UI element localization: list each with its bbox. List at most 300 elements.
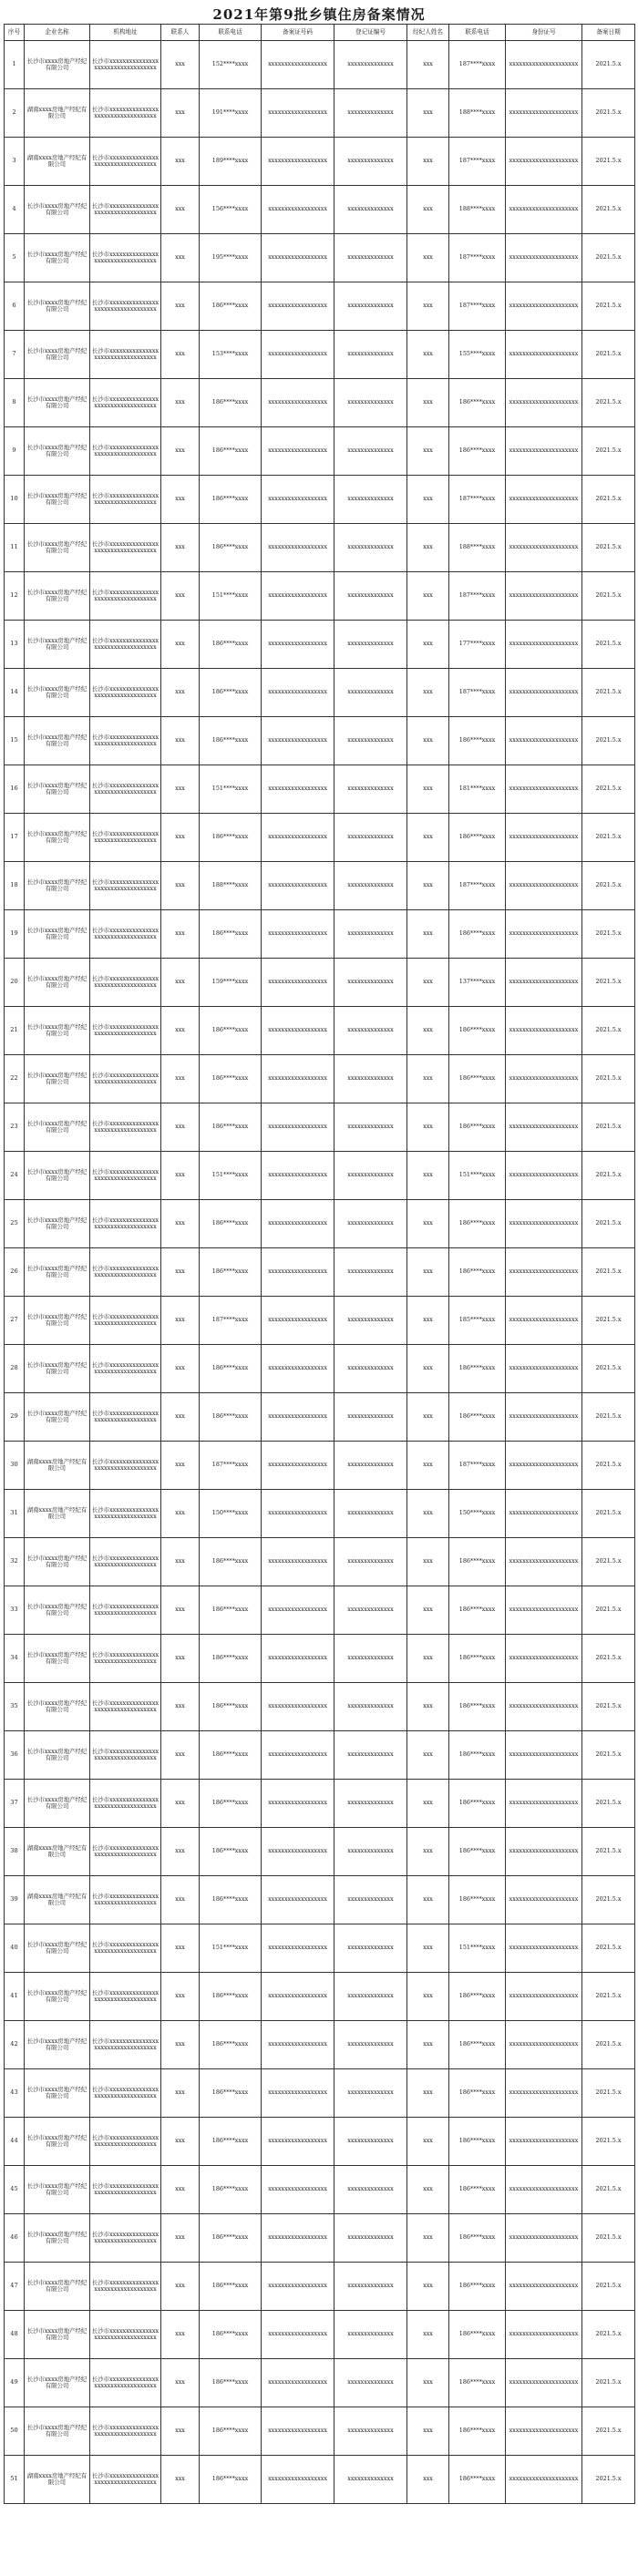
cell-agent: xxx xyxy=(407,476,449,524)
cell-date: 2021.5.x xyxy=(582,1973,635,2021)
cell-phone: 186****xxxx xyxy=(200,1248,262,1297)
cell-id-no: xxxxxxxxxxxxxxxxxxxxx xyxy=(506,814,582,862)
cell-record-no: xxxxxxxxxxxxxxxxxx xyxy=(262,1055,334,1103)
cell-phone: 188****xxxx xyxy=(200,862,262,910)
cell-company: 长沙市xxxx房地产经纪有限公司 xyxy=(25,234,90,282)
cell-reg-no: xxxxxxxxxxxxxx xyxy=(334,379,407,427)
cell-reg-no: xxxxxxxxxxxxxx xyxy=(334,1103,407,1152)
cell-date: 2021.5.x xyxy=(582,1490,635,1538)
cell-date: 2021.5.x xyxy=(582,138,635,186)
cell-record-no: xxxxxxxxxxxxxxxxxx xyxy=(262,1248,334,1297)
cell-record-no: xxxxxxxxxxxxxxxxxx xyxy=(262,1345,334,1393)
cell-agent: xxx xyxy=(407,186,449,234)
cell-agent-phone: 186****xxxx xyxy=(449,2311,506,2359)
cell-record-no: xxxxxxxxxxxxxxxxxx xyxy=(262,910,334,959)
cell-contact: xxx xyxy=(161,862,200,910)
cell-seq: 48 xyxy=(5,2311,25,2359)
cell-agent-phone: 186****xxxx xyxy=(449,814,506,862)
cell-company: 长沙市xxxx房地产经纪有限公司 xyxy=(25,1731,90,1780)
cell-reg-no: xxxxxxxxxxxxxx xyxy=(334,476,407,524)
cell-seq: 16 xyxy=(5,765,25,814)
table-body xyxy=(5,41,635,2504)
cell-id-no: xxxxxxxxxxxxxxxxxxxxx xyxy=(506,234,582,282)
cell-id-no: xxxxxxxxxxxxxxxxxxxxx xyxy=(506,1297,582,1345)
cell-seq: 17 xyxy=(5,814,25,862)
cell-date: 2021.5.x xyxy=(582,1586,635,1635)
cell-phone: 186****xxxx xyxy=(200,2069,262,2118)
cell-date: 2021.5.x xyxy=(582,2214,635,2263)
cell-date: 2021.5.x xyxy=(582,1635,635,1683)
cell-record-no: xxxxxxxxxxxxxxxxxx xyxy=(262,2069,334,2118)
cell-id-no: xxxxxxxxxxxxxxxxxxxxx xyxy=(506,1586,582,1635)
cell-company: 长沙市xxxx房地产经纪有限公司 xyxy=(25,1055,90,1103)
cell-seq: 41 xyxy=(5,1973,25,2021)
cell-address: 长沙市xxxxxxxxxxxxxxxxxxxxxxxxxxxxxxxxxx xyxy=(90,234,161,282)
cell-record-no: xxxxxxxxxxxxxxxxxx xyxy=(262,476,334,524)
cell-date: 2021.5.x xyxy=(582,621,635,669)
cell-record-no: xxxxxxxxxxxxxxxxxx xyxy=(262,621,334,669)
cell-agent-phone: 185****xxxx xyxy=(449,1297,506,1345)
cell-id-no: xxxxxxxxxxxxxxxxxxxxx xyxy=(506,959,582,1007)
cell-record-no: xxxxxxxxxxxxxxxxxx xyxy=(262,717,334,765)
cell-seq: 36 xyxy=(5,1731,25,1780)
cell-agent: xxx xyxy=(407,2407,449,2456)
table-row xyxy=(5,572,635,621)
cell-company: 湖南xxxx房地产经纪有限公司 xyxy=(25,89,90,138)
table-row xyxy=(5,717,635,765)
cell-agent: xxx xyxy=(407,1297,449,1345)
cell-reg-no: xxxxxxxxxxxxxx xyxy=(334,959,407,1007)
cell-address: 长沙市xxxxxxxxxxxxxxxxxxxxxxxxxxxxxxxxxx xyxy=(90,1828,161,1876)
cell-reg-no: xxxxxxxxxxxxxx xyxy=(334,862,407,910)
cell-phone: 187****xxxx xyxy=(200,1442,262,1490)
cell-company: 长沙市xxxx房地产经纪有限公司 xyxy=(25,572,90,621)
cell-seq: 35 xyxy=(5,1683,25,1731)
cell-company: 长沙市xxxx房地产经纪有限公司 xyxy=(25,2359,90,2407)
cell-agent: xxx xyxy=(407,1248,449,1297)
cell-agent-phone: 151****xxxx xyxy=(449,1924,506,1973)
cell-contact: xxx xyxy=(161,234,200,282)
cell-address: 长沙市xxxxxxxxxxxxxxxxxxxxxxxxxxxxxxxxxx xyxy=(90,1731,161,1780)
cell-date: 2021.5.x xyxy=(582,1055,635,1103)
cell-reg-no: xxxxxxxxxxxxxx xyxy=(334,1442,407,1490)
cell-agent: xxx xyxy=(407,1828,449,1876)
cell-company: 长沙市xxxx房地产经纪有限公司 xyxy=(25,2166,90,2214)
cell-agent: xxx xyxy=(407,234,449,282)
cell-reg-no: xxxxxxxxxxxxxx xyxy=(334,669,407,717)
cell-reg-no: xxxxxxxxxxxxxx xyxy=(334,282,407,331)
cell-company: 长沙市xxxx房地产经纪有限公司 xyxy=(25,331,90,379)
cell-company: 长沙市xxxx房地产经纪有限公司 xyxy=(25,2311,90,2359)
cell-company: 长沙市xxxx房地产经纪有限公司 xyxy=(25,2263,90,2311)
table-row xyxy=(5,621,635,669)
table-row xyxy=(5,910,635,959)
cell-agent: xxx xyxy=(407,765,449,814)
cell-agent-phone: 181****xxxx xyxy=(449,765,506,814)
registry-table xyxy=(4,24,635,2504)
cell-contact: xxx xyxy=(161,1876,200,1924)
cell-id-no: xxxxxxxxxxxxxxxxxxxxx xyxy=(506,717,582,765)
cell-agent-phone: 186****xxxx xyxy=(449,1586,506,1635)
cell-phone: 189****xxxx xyxy=(200,138,262,186)
cell-agent: xxx xyxy=(407,2359,449,2407)
cell-phone: 186****xxxx xyxy=(200,1635,262,1683)
cell-phone: 156****xxxx xyxy=(200,186,262,234)
cell-date: 2021.5.x xyxy=(582,2407,635,2456)
table-row xyxy=(5,959,635,1007)
cell-phone: 186****xxxx xyxy=(200,1586,262,1635)
cell-agent: xxx xyxy=(407,572,449,621)
cell-record-no: xxxxxxxxxxxxxxxxxx xyxy=(262,1393,334,1442)
cell-company: 长沙市xxxx房地产经纪有限公司 xyxy=(25,427,90,476)
header-company: 企业名称 xyxy=(25,25,90,41)
table-row xyxy=(5,1635,635,1683)
header-agent: 经纪人姓名 xyxy=(407,25,449,41)
cell-company: 长沙市xxxx房地产经纪有限公司 xyxy=(25,1297,90,1345)
cell-address: 长沙市xxxxxxxxxxxxxxxxxxxxxxxxxxxxxxxxxx xyxy=(90,1683,161,1731)
cell-phone: 186****xxxx xyxy=(200,2166,262,2214)
cell-date: 2021.5.x xyxy=(582,1780,635,1828)
cell-reg-no: xxxxxxxxxxxxxx xyxy=(334,2407,407,2456)
cell-seq: 19 xyxy=(5,910,25,959)
cell-reg-no: xxxxxxxxxxxxxx xyxy=(334,2311,407,2359)
cell-agent-phone: 151****xxxx xyxy=(449,1152,506,1200)
cell-agent-phone: 186****xxxx xyxy=(449,2214,506,2263)
cell-contact: xxx xyxy=(161,1828,200,1876)
cell-id-no: xxxxxxxxxxxxxxxxxxxxx xyxy=(506,1490,582,1538)
cell-date: 2021.5.x xyxy=(582,2021,635,2069)
cell-agent: xxx xyxy=(407,669,449,717)
table-header-row xyxy=(5,25,635,41)
cell-agent: xxx xyxy=(407,1007,449,1055)
cell-agent: xxx xyxy=(407,910,449,959)
cell-contact: xxx xyxy=(161,2069,200,2118)
cell-company: 长沙市xxxx房地产经纪有限公司 xyxy=(25,476,90,524)
cell-company: 湖南xxxx房地产经纪有限公司 xyxy=(25,2456,90,2504)
cell-phone: 186****xxxx xyxy=(200,1828,262,1876)
cell-company: 湖南xxxx房地产经纪有限公司 xyxy=(25,138,90,186)
cell-company: 长沙市xxxx房地产经纪有限公司 xyxy=(25,862,90,910)
cell-reg-no: xxxxxxxxxxxxxx xyxy=(334,1828,407,1876)
cell-id-no: xxxxxxxxxxxxxxxxxxxxx xyxy=(506,669,582,717)
cell-agent-phone: 186****xxxx xyxy=(449,2166,506,2214)
cell-agent: xxx xyxy=(407,2166,449,2214)
cell-phone: 186****xxxx xyxy=(200,2311,262,2359)
cell-seq: 7 xyxy=(5,331,25,379)
cell-contact: xxx xyxy=(161,427,200,476)
cell-id-no: xxxxxxxxxxxxxxxxxxxxx xyxy=(506,1731,582,1780)
cell-record-no: xxxxxxxxxxxxxxxxxx xyxy=(262,524,334,572)
table-row xyxy=(5,1345,635,1393)
cell-reg-no: xxxxxxxxxxxxxx xyxy=(334,2263,407,2311)
table-row xyxy=(5,1055,635,1103)
cell-address: 长沙市xxxxxxxxxxxxxxxxxxxxxxxxxxxxxxxxxx xyxy=(90,427,161,476)
cell-agent: xxx xyxy=(407,1442,449,1490)
cell-company: 长沙市xxxx房地产经纪有限公司 xyxy=(25,524,90,572)
cell-id-no: xxxxxxxxxxxxxxxxxxxxx xyxy=(506,1152,582,1200)
cell-company: 长沙市xxxx房地产经纪有限公司 xyxy=(25,1393,90,1442)
cell-company: 长沙市xxxx房地产经纪有限公司 xyxy=(25,1007,90,1055)
cell-agent: xxx xyxy=(407,2069,449,2118)
table-row xyxy=(5,331,635,379)
cell-id-no: xxxxxxxxxxxxxxxxxxxxx xyxy=(506,862,582,910)
cell-id-no: xxxxxxxxxxxxxxxxxxxxx xyxy=(506,524,582,572)
cell-reg-no: xxxxxxxxxxxxxx xyxy=(334,2069,407,2118)
cell-date: 2021.5.x xyxy=(582,1007,635,1055)
cell-address: 长沙市xxxxxxxxxxxxxxxxxxxxxxxxxxxxxxxxxx xyxy=(90,2166,161,2214)
cell-agent-phone: 187****xxxx xyxy=(449,572,506,621)
cell-agent: xxx xyxy=(407,282,449,331)
cell-contact: xxx xyxy=(161,1731,200,1780)
cell-id-no: xxxxxxxxxxxxxxxxxxxxx xyxy=(506,1103,582,1152)
cell-agent: xxx xyxy=(407,1538,449,1586)
cell-address: 长沙市xxxxxxxxxxxxxxxxxxxxxxxxxxxxxxxxxx xyxy=(90,2359,161,2407)
cell-agent: xxx xyxy=(407,717,449,765)
cell-seq: 18 xyxy=(5,862,25,910)
header-id-no: 身份证号 xyxy=(506,25,582,41)
cell-date: 2021.5.x xyxy=(582,717,635,765)
cell-seq: 37 xyxy=(5,1780,25,1828)
cell-reg-no: xxxxxxxxxxxxxx xyxy=(334,1297,407,1345)
cell-contact: xxx xyxy=(161,1007,200,1055)
cell-phone: 186****xxxx xyxy=(200,427,262,476)
cell-contact: xxx xyxy=(161,1635,200,1683)
cell-address: 长沙市xxxxxxxxxxxxxxxxxxxxxxxxxxxxxxxxxx xyxy=(90,186,161,234)
cell-id-no: xxxxxxxxxxxxxxxxxxxxx xyxy=(506,476,582,524)
cell-agent: xxx xyxy=(407,1393,449,1442)
cell-agent: xxx xyxy=(407,1345,449,1393)
cell-id-no: xxxxxxxxxxxxxxxxxxxxx xyxy=(506,1055,582,1103)
cell-address: 长沙市xxxxxxxxxxxxxxxxxxxxxxxxxxxxxxxxxx xyxy=(90,1297,161,1345)
cell-record-no: xxxxxxxxxxxxxxxxxx xyxy=(262,669,334,717)
cell-id-no: xxxxxxxxxxxxxxxxxxxxx xyxy=(506,572,582,621)
cell-company: 长沙市xxxx房地产经纪有限公司 xyxy=(25,669,90,717)
cell-contact: xxx xyxy=(161,2118,200,2166)
cell-date: 2021.5.x xyxy=(582,427,635,476)
cell-date: 2021.5.x xyxy=(582,379,635,427)
table-row xyxy=(5,1490,635,1538)
cell-date: 2021.5.x xyxy=(582,1345,635,1393)
cell-date: 2021.5.x xyxy=(582,41,635,89)
cell-agent: xxx xyxy=(407,1876,449,1924)
cell-reg-no: xxxxxxxxxxxxxx xyxy=(334,1393,407,1442)
table-row xyxy=(5,1103,635,1152)
cell-id-no: xxxxxxxxxxxxxxxxxxxxx xyxy=(506,1780,582,1828)
cell-agent-phone: 187****xxxx xyxy=(449,476,506,524)
table-row xyxy=(5,2359,635,2407)
cell-phone: 186****xxxx xyxy=(200,2263,262,2311)
cell-address: 长沙市xxxxxxxxxxxxxxxxxxxxxxxxxxxxxxxxxx xyxy=(90,1055,161,1103)
cell-address: 长沙市xxxxxxxxxxxxxxxxxxxxxxxxxxxxxxxxxx xyxy=(90,1924,161,1973)
cell-contact: xxx xyxy=(161,138,200,186)
cell-seq: 10 xyxy=(5,476,25,524)
cell-record-no: xxxxxxxxxxxxxxxxxx xyxy=(262,2021,334,2069)
cell-phone: 186****xxxx xyxy=(200,2359,262,2407)
cell-agent-phone: 186****xxxx xyxy=(449,1393,506,1442)
cell-contact: xxx xyxy=(161,1055,200,1103)
cell-address: 长沙市xxxxxxxxxxxxxxxxxxxxxxxxxxxxxxxxxx xyxy=(90,1200,161,1248)
cell-id-no: xxxxxxxxxxxxxxxxxxxxx xyxy=(506,138,582,186)
cell-phone: 186****xxxx xyxy=(200,1683,262,1731)
cell-agent-phone: 150****xxxx xyxy=(449,1490,506,1538)
cell-reg-no: xxxxxxxxxxxxxx xyxy=(334,1490,407,1538)
cell-agent: xxx xyxy=(407,138,449,186)
cell-agent: xxx xyxy=(407,2021,449,2069)
cell-address: 长沙市xxxxxxxxxxxxxxxxxxxxxxxxxxxxxxxxxx xyxy=(90,814,161,862)
cell-agent: xxx xyxy=(407,2311,449,2359)
cell-phone: 186****xxxx xyxy=(200,1345,262,1393)
table-row xyxy=(5,282,635,331)
cell-phone: 151****xxxx xyxy=(200,572,262,621)
cell-company: 长沙市xxxx房地产经纪有限公司 xyxy=(25,1152,90,1200)
cell-id-no: xxxxxxxxxxxxxxxxxxxxx xyxy=(506,41,582,89)
cell-date: 2021.5.x xyxy=(582,2166,635,2214)
cell-reg-no: xxxxxxxxxxxxxx xyxy=(334,2359,407,2407)
cell-seq: 26 xyxy=(5,1248,25,1297)
header-agent-phone: 联系电话 xyxy=(449,25,506,41)
cell-id-no: xxxxxxxxxxxxxxxxxxxxx xyxy=(506,282,582,331)
cell-reg-no: xxxxxxxxxxxxxx xyxy=(334,621,407,669)
cell-company: 长沙市xxxx房地产经纪有限公司 xyxy=(25,2069,90,2118)
table-row xyxy=(5,1828,635,1876)
cell-contact: xxx xyxy=(161,621,200,669)
table-row xyxy=(5,669,635,717)
cell-address: 长沙市xxxxxxxxxxxxxxxxxxxxxxxxxxxxxxxxxx xyxy=(90,1442,161,1490)
cell-agent-phone: 186****xxxx xyxy=(449,2359,506,2407)
cell-agent-phone: 186****xxxx xyxy=(449,1103,506,1152)
cell-id-no: xxxxxxxxxxxxxxxxxxxxx xyxy=(506,2166,582,2214)
cell-agent: xxx xyxy=(407,2118,449,2166)
cell-seq: 22 xyxy=(5,1055,25,1103)
cell-address: 长沙市xxxxxxxxxxxxxxxxxxxxxxxxxxxxxxxxxx xyxy=(90,1538,161,1586)
cell-date: 2021.5.x xyxy=(582,765,635,814)
cell-date: 2021.5.x xyxy=(582,862,635,910)
cell-company: 长沙市xxxx房地产经纪有限公司 xyxy=(25,2214,90,2263)
cell-reg-no: xxxxxxxxxxxxxx xyxy=(334,1924,407,1973)
cell-address: 长沙市xxxxxxxxxxxxxxxxxxxxxxxxxxxxxxxxxx xyxy=(90,1248,161,1297)
cell-agent-phone: 187****xxxx xyxy=(449,234,506,282)
cell-contact: xxx xyxy=(161,765,200,814)
cell-phone: 186****xxxx xyxy=(200,1731,262,1780)
cell-seq: 21 xyxy=(5,1007,25,1055)
cell-phone: 186****xxxx xyxy=(200,621,262,669)
cell-record-no: xxxxxxxxxxxxxxxxxx xyxy=(262,814,334,862)
cell-id-no: xxxxxxxxxxxxxxxxxxxxx xyxy=(506,1345,582,1393)
cell-company: 长沙市xxxx房地产经纪有限公司 xyxy=(25,1345,90,1393)
cell-phone: 186****xxxx xyxy=(200,524,262,572)
cell-reg-no: xxxxxxxxxxxxxx xyxy=(334,1055,407,1103)
cell-agent: xxx xyxy=(407,1200,449,1248)
cell-agent: xxx xyxy=(407,41,449,89)
cell-seq: 8 xyxy=(5,379,25,427)
cell-address: 长沙市xxxxxxxxxxxxxxxxxxxxxxxxxxxxxxxxxx xyxy=(90,1490,161,1538)
cell-agent-phone: 186****xxxx xyxy=(449,2456,506,2504)
cell-date: 2021.5.x xyxy=(582,669,635,717)
cell-record-no: xxxxxxxxxxxxxxxxxx xyxy=(262,1924,334,1973)
cell-phone: 159****xxxx xyxy=(200,959,262,1007)
cell-date: 2021.5.x xyxy=(582,1393,635,1442)
cell-agent-phone: 186****xxxx xyxy=(449,1876,506,1924)
cell-id-no: xxxxxxxxxxxxxxxxxxxxx xyxy=(506,1828,582,1876)
cell-contact: xxx xyxy=(161,2214,200,2263)
cell-record-no: xxxxxxxxxxxxxxxxxx xyxy=(262,282,334,331)
cell-company: 长沙市xxxx房地产经纪有限公司 xyxy=(25,2021,90,2069)
cell-date: 2021.5.x xyxy=(582,89,635,138)
table-row xyxy=(5,862,635,910)
cell-seq: 14 xyxy=(5,669,25,717)
table-row xyxy=(5,1780,635,1828)
cell-phone: 152****xxxx xyxy=(200,41,262,89)
cell-reg-no: xxxxxxxxxxxxxx xyxy=(334,1731,407,1780)
cell-agent-phone: 137****xxxx xyxy=(449,959,506,1007)
table-row xyxy=(5,2311,635,2359)
cell-date: 2021.5.x xyxy=(582,1731,635,1780)
cell-id-no: xxxxxxxxxxxxxxxxxxxxx xyxy=(506,379,582,427)
cell-agent: xxx xyxy=(407,1731,449,1780)
cell-address: 长沙市xxxxxxxxxxxxxxxxxxxxxxxxxxxxxxxxxx xyxy=(90,2456,161,2504)
table-row xyxy=(5,89,635,138)
cell-phone: 186****xxxx xyxy=(200,1538,262,1586)
cell-record-no: xxxxxxxxxxxxxxxxxx xyxy=(262,1200,334,1248)
header-date: 备案日期 xyxy=(582,25,635,41)
cell-address: 长沙市xxxxxxxxxxxxxxxxxxxxxxxxxxxxxxxxxx xyxy=(90,2118,161,2166)
cell-date: 2021.5.x xyxy=(582,1538,635,1586)
cell-id-no: xxxxxxxxxxxxxxxxxxxxx xyxy=(506,1683,582,1731)
header-address: 机构地址 xyxy=(90,25,161,41)
cell-id-no: xxxxxxxxxxxxxxxxxxxxx xyxy=(506,1200,582,1248)
cell-address: 长沙市xxxxxxxxxxxxxxxxxxxxxxxxxxxxxxxxxx xyxy=(90,1780,161,1828)
cell-agent-phone: 177****xxxx xyxy=(449,621,506,669)
cell-seq: 40 xyxy=(5,1924,25,1973)
table-row xyxy=(5,1442,635,1490)
cell-seq: 13 xyxy=(5,621,25,669)
cell-record-no: xxxxxxxxxxxxxxxxxx xyxy=(262,572,334,621)
cell-address: 长沙市xxxxxxxxxxxxxxxxxxxxxxxxxxxxxxxxxx xyxy=(90,41,161,89)
cell-date: 2021.5.x xyxy=(582,234,635,282)
cell-agent-phone: 187****xxxx xyxy=(449,669,506,717)
cell-reg-no: xxxxxxxxxxxxxx xyxy=(334,765,407,814)
cell-agent-phone: 187****xxxx xyxy=(449,862,506,910)
cell-contact: xxx xyxy=(161,1586,200,1635)
cell-record-no: xxxxxxxxxxxxxxxxxx xyxy=(262,1538,334,1586)
cell-seq: 24 xyxy=(5,1152,25,1200)
cell-agent-phone: 186****xxxx xyxy=(449,427,506,476)
cell-date: 2021.5.x xyxy=(582,910,635,959)
table-row xyxy=(5,2263,635,2311)
cell-phone: 186****xxxx xyxy=(200,1007,262,1055)
cell-address: 长沙市xxxxxxxxxxxxxxxxxxxxxxxxxxxxxxxxxx xyxy=(90,2069,161,2118)
cell-company: 长沙市xxxx房地产经纪有限公司 xyxy=(25,814,90,862)
cell-reg-no: xxxxxxxxxxxxxx xyxy=(334,1876,407,1924)
cell-reg-no: xxxxxxxxxxxxxx xyxy=(334,2118,407,2166)
cell-date: 2021.5.x xyxy=(582,1152,635,1200)
cell-id-no: xxxxxxxxxxxxxxxxxxxxx xyxy=(506,1442,582,1490)
cell-phone: 186****xxxx xyxy=(200,717,262,765)
cell-reg-no: xxxxxxxxxxxxxx xyxy=(334,1973,407,2021)
cell-agent-phone: 186****xxxx xyxy=(449,2118,506,2166)
cell-address: 长沙市xxxxxxxxxxxxxxxxxxxxxxxxxxxxxxxxxx xyxy=(90,524,161,572)
cell-agent-phone: 186****xxxx xyxy=(449,2407,506,2456)
table-row xyxy=(5,814,635,862)
cell-id-no: xxxxxxxxxxxxxxxxxxxxx xyxy=(506,621,582,669)
cell-phone: 151****xxxx xyxy=(200,765,262,814)
cell-reg-no: xxxxxxxxxxxxxx xyxy=(334,814,407,862)
cell-agent: xxx xyxy=(407,1055,449,1103)
cell-seq: 50 xyxy=(5,2407,25,2456)
cell-reg-no: xxxxxxxxxxxxxx xyxy=(334,572,407,621)
cell-contact: xxx xyxy=(161,282,200,331)
cell-reg-no: xxxxxxxxxxxxxx xyxy=(334,427,407,476)
